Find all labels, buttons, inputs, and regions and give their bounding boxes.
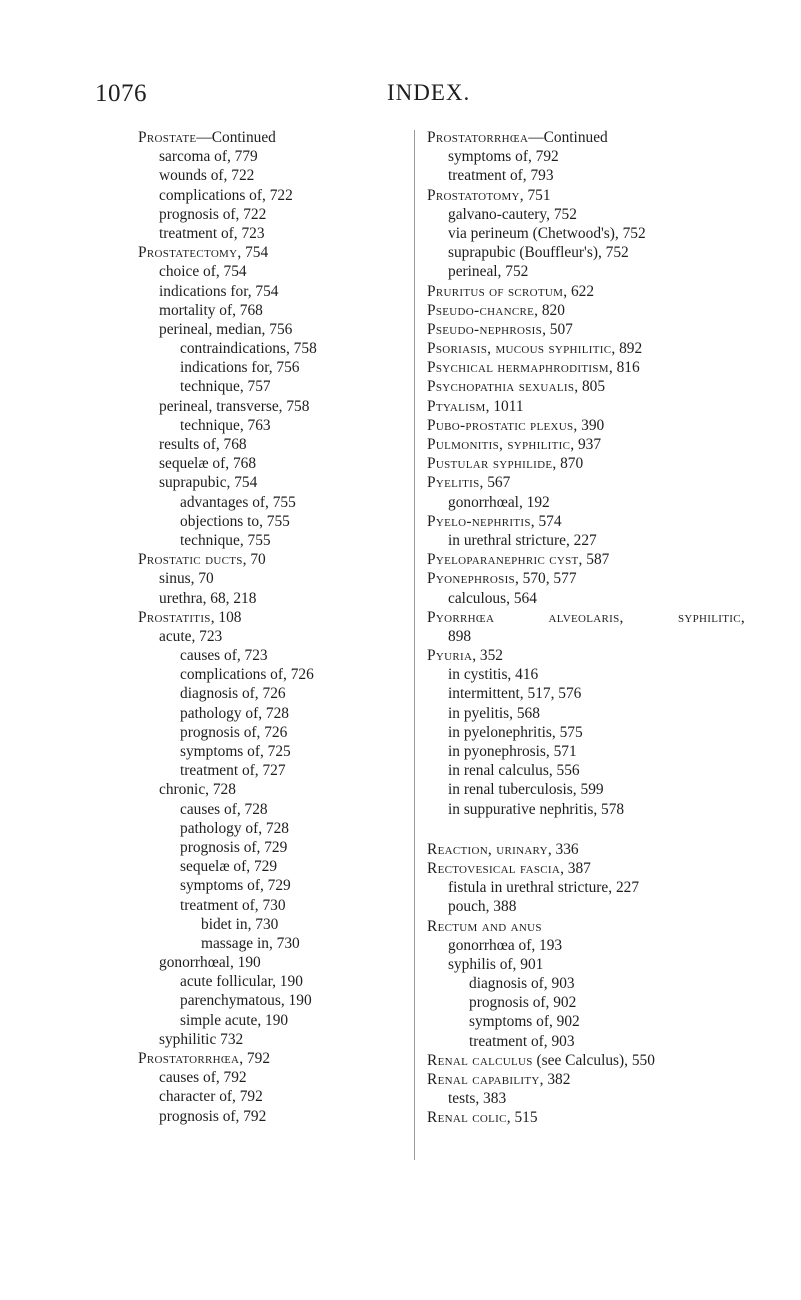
index-subentry xyxy=(138,972,396,991)
entry-text: objections to, 755 xyxy=(180,512,290,530)
heading-term: Prostatic ducts xyxy=(138,551,243,569)
index-subentry xyxy=(138,205,396,224)
index-subentry xyxy=(427,878,757,897)
index-heading xyxy=(427,1051,757,1070)
heading-term: Pseudo-chancre xyxy=(427,301,535,319)
entry-text: acute, 723 xyxy=(159,627,223,645)
index-subentry xyxy=(427,224,757,243)
entry-text: symptoms of, 725 xyxy=(180,743,291,760)
index-heading xyxy=(427,550,757,569)
index-subentry xyxy=(138,1030,396,1049)
heading-term: Pustular syphilide xyxy=(427,455,553,473)
entry-text: treatment of, 727 xyxy=(180,762,286,780)
heading-term: Renal colic xyxy=(427,1109,507,1127)
entry-text: , 352 xyxy=(472,647,503,665)
index-subentry xyxy=(138,627,396,646)
index-subentry xyxy=(427,243,757,262)
heading-term: Psychical hermaphroditism xyxy=(427,359,609,377)
index-heading xyxy=(427,377,757,396)
index-heading xyxy=(138,1049,396,1068)
index-subentry xyxy=(138,876,396,895)
heading-term: Prostate xyxy=(138,129,197,146)
heading-term: Prostatectomy xyxy=(138,244,238,262)
entry-text: fistula in urethral stricture, 227 xyxy=(448,879,640,897)
index-subentry xyxy=(427,1032,757,1051)
index-subentry xyxy=(138,819,396,838)
index-subentry xyxy=(138,896,396,915)
entry-text: treatment of, 730 xyxy=(180,896,286,914)
index-subentry xyxy=(138,262,396,281)
heading-term: Pyelo-nephritis xyxy=(427,512,531,530)
entry-text: simple acute, 190 xyxy=(180,1011,289,1029)
index-subentry xyxy=(138,147,396,166)
index-subentry xyxy=(427,262,757,281)
index-subentry xyxy=(138,320,396,339)
index-heading xyxy=(427,840,757,859)
index-subentry xyxy=(138,416,396,435)
heading-term: Pyuria xyxy=(427,647,473,665)
entry-text: symptoms of, 902 xyxy=(469,1013,580,1031)
heading-term: Pseudo-nephrosis xyxy=(427,320,543,338)
index-subentry xyxy=(138,857,396,876)
entry-text: contraindications, 758 xyxy=(180,340,317,358)
entry-text: 898 xyxy=(448,627,472,645)
entry-text: advantages of, 755 xyxy=(180,493,296,511)
entry-text: tests, 383 xyxy=(448,1090,507,1108)
entry-text: in pyelonephritis, 575 xyxy=(448,723,583,741)
index-subentry xyxy=(138,665,396,684)
heading-word: alveolaris, xyxy=(548,608,624,626)
entry-text: diagnosis of, 726 xyxy=(180,685,286,703)
entry-text: results of, 768 xyxy=(159,436,247,453)
index-heading xyxy=(427,397,757,416)
entry-text: , 587 xyxy=(578,551,610,569)
index-subentry xyxy=(427,493,757,512)
entry-text: suprapubic (Bouffleur's), 752 xyxy=(448,244,629,262)
index-subentry xyxy=(427,531,757,550)
index-subentry xyxy=(427,589,757,608)
index-subentry xyxy=(138,991,396,1010)
index-subentry xyxy=(138,780,396,799)
entry-text: prognosis of, 722 xyxy=(159,205,267,223)
index-subentry xyxy=(138,377,396,396)
index-heading xyxy=(427,569,757,588)
index-subentry xyxy=(138,646,396,665)
index-subentry xyxy=(138,569,396,588)
heading-word: syphilitic, xyxy=(677,608,745,626)
entry-text: sequelæ of, 729 xyxy=(180,858,278,876)
entry-text: perineal, median, 756 xyxy=(159,320,293,338)
index-subentry xyxy=(138,1011,396,1030)
index-subentry xyxy=(138,493,396,512)
index-subentry xyxy=(138,282,396,301)
heading-term: Pruritus of scrotum xyxy=(427,282,564,300)
entry-text: massage in, 730 xyxy=(201,934,300,952)
index-subentry xyxy=(427,704,757,723)
entry-text: galvano-cautery, 752 xyxy=(448,205,577,223)
heading-term: Pyelitis xyxy=(427,474,480,492)
heading-term: Prostatitis xyxy=(138,608,211,626)
index-subentry xyxy=(138,454,396,473)
index-subentry xyxy=(427,1012,757,1031)
entry-text: in cystitis, 416 xyxy=(448,666,539,684)
index-subentry xyxy=(427,955,757,974)
entry-text: , 892 xyxy=(611,340,643,358)
index-subentry xyxy=(427,800,757,819)
entry-text: , 937 xyxy=(570,436,602,453)
entry-text: wounds of, 722 xyxy=(159,167,255,185)
index-subentry xyxy=(138,473,396,492)
entry-text: sarcoma of, 779 xyxy=(159,148,258,166)
heading-term: Renal calculus xyxy=(427,1051,533,1069)
entry-text: , 870 xyxy=(552,455,584,473)
index-heading xyxy=(138,550,396,569)
entry-text: acute follicular, 190 xyxy=(180,973,303,991)
index-heading xyxy=(138,608,396,627)
entry-spacer xyxy=(427,819,757,840)
index-subentry xyxy=(138,1087,396,1106)
heading-term: Pubo-prostatic plexus xyxy=(427,416,574,434)
heading-term: Pyeloparanephric cyst xyxy=(427,551,579,569)
index-subentry xyxy=(138,397,396,416)
index-subentry xyxy=(138,953,396,972)
entry-text: in pyonephrosis, 571 xyxy=(448,743,577,760)
entry-text: , 108 xyxy=(210,608,242,626)
index-subentry xyxy=(427,993,757,1012)
heading-word: Pyorrhœa xyxy=(427,608,495,626)
entry-text: , 390 xyxy=(573,416,605,434)
entry-text: bidet in, 730 xyxy=(201,915,279,933)
entry-text: pathology of, 728 xyxy=(180,819,290,837)
page-number: 1076 xyxy=(95,80,147,107)
index-subentry xyxy=(138,723,396,742)
entry-text: in renal tuberculosis, 599 xyxy=(448,781,604,799)
entry-text: treatment of, 793 xyxy=(448,167,554,185)
index-heading xyxy=(427,917,757,936)
entry-text: (see Calculus), 550 xyxy=(532,1051,655,1069)
entry-text: , 792 xyxy=(239,1050,271,1067)
entry-text: gonorrhœal, 190 xyxy=(159,954,261,972)
entry-text: technique, 763 xyxy=(180,416,271,434)
entry-text: gonorrhœa of, 193 xyxy=(448,936,563,954)
entry-text: , 574 xyxy=(530,512,562,530)
entry-text: perineal, 752 xyxy=(448,263,529,281)
heading-term: Rectum and anus xyxy=(427,917,542,935)
index-heading xyxy=(427,301,757,320)
entry-text: urethra, 68, 218 xyxy=(159,589,257,607)
column-divider xyxy=(414,130,415,1160)
entry-text: , 382 xyxy=(539,1071,571,1088)
entry-text: in urethral stricture, 227 xyxy=(448,531,597,549)
index-heading xyxy=(427,435,757,454)
entry-text: , 507 xyxy=(542,320,573,338)
entry-text: , 336 xyxy=(547,840,579,858)
entry-text: indications for, 754 xyxy=(159,282,279,300)
entry-text: , 622 xyxy=(563,282,595,300)
heading-term: Ptyalism xyxy=(427,397,486,415)
entry-text: prognosis of, 726 xyxy=(180,723,288,741)
index-subentry xyxy=(427,780,757,799)
entry-text: in pyelitis, 568 xyxy=(448,704,540,722)
entry-text: calculous, 564 xyxy=(448,589,537,607)
entry-text: treatment of, 723 xyxy=(159,224,265,242)
entry-text: treatment of, 903 xyxy=(469,1032,575,1050)
index-subentry xyxy=(427,166,757,185)
entry-text: in suppurative nephritis, 578 xyxy=(448,800,625,818)
entry-text: perineal, transverse, 758 xyxy=(159,397,310,415)
index-subentry xyxy=(427,936,757,955)
entry-text: causes of, 723 xyxy=(180,647,268,665)
index-heading xyxy=(427,512,757,531)
index-subentry xyxy=(427,1089,757,1108)
entry-text: pathology of, 728 xyxy=(180,704,290,722)
index-subentry xyxy=(138,742,396,761)
entry-text: , 515 xyxy=(506,1109,538,1127)
entry-text: , 754 xyxy=(237,244,269,262)
index-heading xyxy=(427,473,757,492)
index-subentry xyxy=(427,205,757,224)
index-subentry xyxy=(138,684,396,703)
heading-term: Psoriasis, mucous syphilitic xyxy=(427,340,612,358)
entry-text: , 751 xyxy=(519,186,551,204)
entry-text: suprapubic, 754 xyxy=(159,474,258,492)
index-subentry xyxy=(427,147,757,166)
index-subentry xyxy=(138,435,396,454)
index-heading xyxy=(427,416,757,435)
index-subentry xyxy=(427,684,757,703)
heading-term: Rectovesical fascia xyxy=(427,859,561,877)
index-subentry xyxy=(138,224,396,243)
entry-text: parenchymatous, 190 xyxy=(180,992,312,1010)
entry-text: via perineum (Chetwood's), 752 xyxy=(448,224,646,242)
entry-text: —Continued xyxy=(196,129,276,146)
entry-text: complications of, 726 xyxy=(180,666,314,684)
entry-text: indications for, 756 xyxy=(180,359,300,377)
index-heading xyxy=(427,128,757,147)
index-subentry xyxy=(138,589,396,608)
index-subentry xyxy=(427,761,757,780)
index-subentry xyxy=(138,1107,396,1126)
entry-text: technique, 755 xyxy=(180,531,271,549)
entry-text: prognosis of, 792 xyxy=(159,1107,267,1125)
index-heading xyxy=(427,1070,757,1089)
entry-text: character of, 792 xyxy=(159,1088,263,1106)
index-subentry xyxy=(138,934,396,953)
entry-text: sequelæ of, 768 xyxy=(159,455,257,473)
entry-text: , 387 xyxy=(560,859,591,877)
index-subentry xyxy=(138,301,396,320)
heading-term: Prostatotomy xyxy=(427,186,520,204)
index-subentry xyxy=(138,761,396,780)
index-subentry xyxy=(138,915,396,934)
index-heading xyxy=(138,128,396,147)
index-subentry xyxy=(427,742,757,761)
index-subentry xyxy=(138,1068,396,1087)
entry-text: —Continued xyxy=(528,129,608,146)
entry-text: pouch, 388 xyxy=(448,898,517,916)
index-heading xyxy=(427,339,757,358)
index-subentry xyxy=(138,800,396,819)
entry-text: causes of, 792 xyxy=(159,1069,247,1087)
entry-text: sinus, 70 xyxy=(159,570,214,588)
entry-text: prognosis of, 729 xyxy=(180,838,288,856)
index-heading xyxy=(427,358,757,377)
heading-term: Pyonephrosis xyxy=(427,570,515,588)
entry-text: , 816 xyxy=(608,359,640,377)
heading-term: Psychopathia sexualis xyxy=(427,378,575,396)
heading-term: Pulmonitis, syphilitic xyxy=(427,436,571,453)
index-subentry xyxy=(427,974,757,993)
index-subentry xyxy=(138,358,396,377)
index-subentry xyxy=(138,531,396,550)
heading-term: Reaction, urinary xyxy=(427,840,548,858)
entry-text: prognosis of, 902 xyxy=(469,994,577,1012)
entry-text: in renal calculus, 556 xyxy=(448,762,580,780)
heading-term: Renal capability xyxy=(427,1071,540,1088)
index-subentry xyxy=(138,166,396,185)
entry-text: , 70 xyxy=(242,551,266,569)
page-header xyxy=(0,80,801,114)
index-subentry xyxy=(138,512,396,531)
index-column-right xyxy=(427,128,757,1128)
entry-text: , 1011 xyxy=(485,397,524,415)
entry-text: , 570, 577 xyxy=(514,570,577,588)
entry-text: syphilitic 732 xyxy=(159,1030,244,1048)
entry-text: gonorrhœal, 192 xyxy=(448,493,550,511)
running-title: INDEX. xyxy=(387,80,471,105)
index-heading xyxy=(427,320,757,339)
index-subentry xyxy=(427,627,757,646)
index-heading xyxy=(427,282,757,301)
index-subentry xyxy=(427,723,757,742)
index-subentry xyxy=(138,838,396,857)
entry-text: diagnosis of, 903 xyxy=(469,975,575,993)
entry-text: complications of, 722 xyxy=(159,186,293,204)
entry-text: , 567 xyxy=(479,474,511,492)
index-subentry xyxy=(138,339,396,358)
index-subentry xyxy=(427,665,757,684)
heading-term: Prostatorrhœa xyxy=(427,129,529,146)
index-heading xyxy=(427,859,757,878)
index-heading xyxy=(138,243,396,262)
index-subentry xyxy=(427,897,757,916)
entry-text: choice of, 754 xyxy=(159,263,247,281)
entry-text: symptoms of, 729 xyxy=(180,877,291,895)
entry-text: , 805 xyxy=(574,378,606,396)
entry-text: causes of, 728 xyxy=(180,800,268,818)
index-subentry xyxy=(138,186,396,205)
entry-text: , 820 xyxy=(534,301,565,319)
entry-text: syphilis of, 901 xyxy=(448,955,544,973)
index-heading xyxy=(427,646,757,665)
heading-term: Prostatorrhœa xyxy=(138,1050,240,1067)
index-heading xyxy=(427,1108,757,1127)
index-heading xyxy=(427,186,757,205)
entry-text: intermittent, 517, 576 xyxy=(448,685,582,703)
index-heading xyxy=(427,608,757,627)
index-heading xyxy=(427,454,757,473)
entry-text: mortality of, 768 xyxy=(159,301,263,319)
index-subentry xyxy=(138,704,396,723)
index-column-left xyxy=(138,128,396,1126)
entry-text: technique, 757 xyxy=(180,378,271,396)
entry-text: chronic, 728 xyxy=(159,781,236,799)
entry-text: symptoms of, 792 xyxy=(448,148,559,166)
